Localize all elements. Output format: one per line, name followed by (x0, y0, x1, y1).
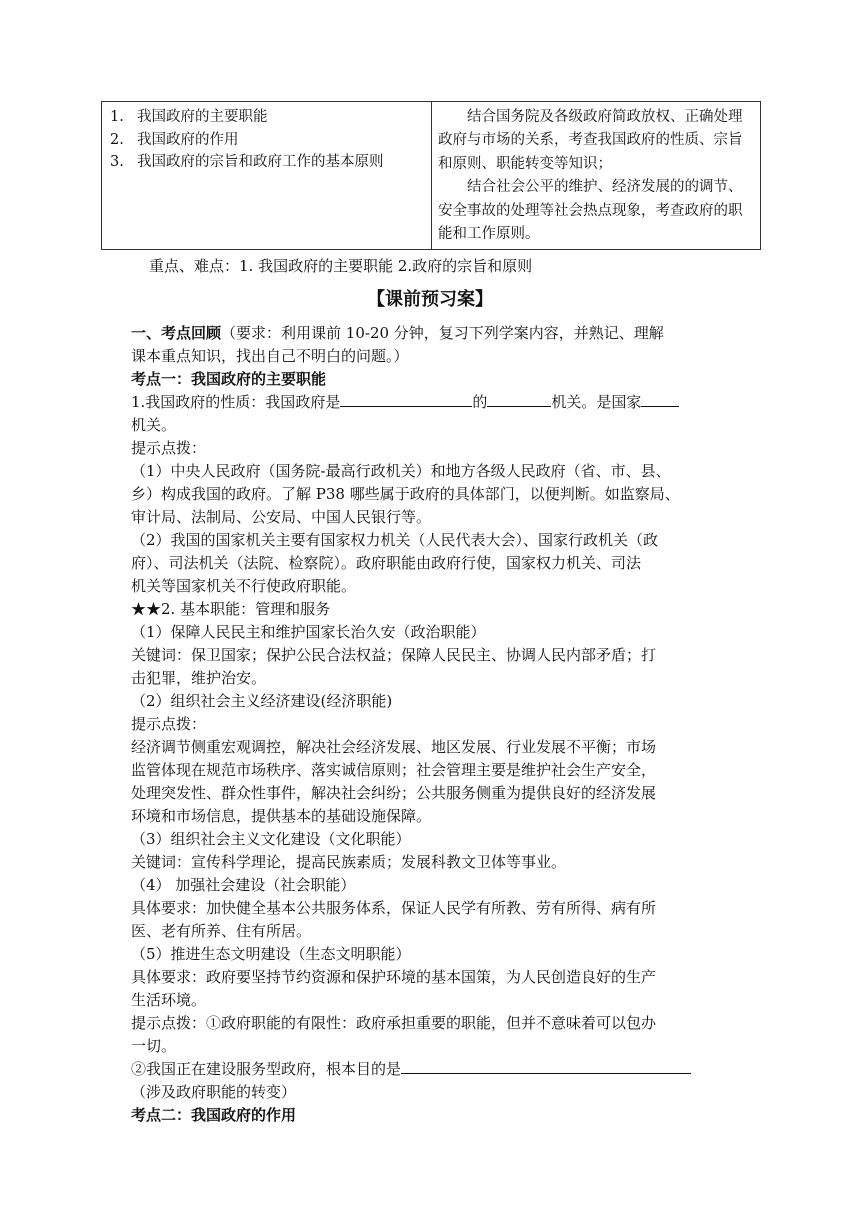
tip-limits: 提示点拨：①政府职能的有限性：政府承担重要的职能，但并不意味着可以包办 (131, 1014, 657, 1032)
function-3-keywords: 关键词：宣传科学理论，提高民族素质；发展科教文卫体等事业。 (131, 853, 567, 871)
focus-line: 重点、难点：1. 我国政府的主要职能 2.政府的宗旨和原则 (149, 257, 533, 275)
review-heading: 一、考点回顾 (131, 324, 222, 342)
tip2-line: 机关等国家机关不行使政府职能。 (131, 577, 357, 595)
review-requirement: （要求：利用课前 10-20 分钟，复习下列学案内容，并熟记、理解 (221, 324, 664, 342)
objective-item (110, 106, 425, 129)
tip-label: 提示点拨： (131, 439, 207, 457)
function-2-text: 经济调节侧重宏观调控，解决社会经济发展、地区发展、行业发展不平衡；市场 (131, 738, 657, 756)
function-5-text: 生活环境。 (131, 991, 207, 1009)
tip1-line: 审计局、法制局、公安局、中国人民银行等。 (131, 508, 432, 526)
objective-text: 我国政府的宗旨和政府工作的基本原则 (137, 154, 384, 170)
function-3: （3）组织社会主义文化建设（文化职能） (131, 830, 411, 848)
nature-line (131, 391, 679, 412)
objective-item (110, 129, 425, 152)
analysis-paragraph: 结合国务院及各级政府简政放权、正确处理政府与市场的关系，考查我国政府的性质、宗旨和原则、职能转变等知识； (438, 109, 743, 172)
tip2-line: 府）、司法机关（法院、检察院）。政府职能由政府行使，国家权力机关、司法 (131, 554, 642, 572)
service-government-line (131, 1058, 691, 1079)
review-line-2: 课本重点知识，找出自己不明白的问题。） (131, 347, 409, 365)
function-5: （5）推进生态文明建设（生态文明职能） (131, 945, 411, 963)
tip2-line: （2）我国的国家机关主要有国家权力机关（人民代表大会）、国家行政机关（政 (131, 531, 659, 549)
objective-number: 1. (110, 109, 124, 125)
function-4-text: 医、老有所养、住有所居。 (131, 922, 312, 940)
function-2-text: 环境和市场信息，提供基本的基础设施保障。 (131, 807, 432, 825)
exam-analysis-cell (432, 102, 760, 249)
objective-text: 我国政府的作用 (137, 131, 239, 148)
objective-item (110, 151, 425, 174)
objectives-table (101, 101, 761, 250)
fill-blank[interactable] (340, 391, 472, 407)
point2-heading: 考点二：我国政府的作用 (131, 1106, 297, 1124)
nature-line-2: 机关。 (131, 416, 177, 434)
nature-text: 1.我国政府的性质：我国政府是 (131, 393, 341, 411)
function-4-text: 具体要求：加快健全基本公共服务体系，保证人民学有所教、劳有所得、病有所 (131, 899, 657, 917)
function-5-text: 具体要求：政府要坚持节约资源和保护环境的基本国策，为人民创造良好的生产 (131, 968, 657, 986)
tip1-line: （1）中央人民政府（国务院-最高行政机关）和地方各级人民政府（省、市、县、 (131, 462, 671, 480)
objective-number: 2. (110, 131, 124, 148)
nature-text: 的 (472, 393, 488, 411)
tip-limits: 一切。 (131, 1037, 177, 1055)
objective-number: 3. (110, 154, 124, 170)
function-1-keywords: 关键词：保卫国家；保护公民合法权益；保障人民民主、协调人民内部矛盾；打 (131, 646, 657, 664)
analysis-paragraph: 结合社会公平的维护、经济发展的的调节、安全事故的处理等社会热点现象，考查政府的职能和工作原则。 (438, 179, 743, 243)
tip1-line: 乡）构成我国的政府。了解 P38 哪些属于政府的具体部门，以便判断。如监察局、 (131, 485, 680, 503)
section-title: 【课前预习案】 (367, 289, 493, 310)
nature-text: 机关。是国家 (551, 393, 642, 411)
service-note: （涉及政府职能的转变） (131, 1083, 297, 1101)
function-1: （1）保障人民民主和维护国家长治久安（政治职能） (131, 623, 486, 641)
fill-blank[interactable] (487, 391, 551, 407)
objective-text: 我国政府的主要职能 (137, 109, 268, 125)
service-text: ②我国正在建设服务型政府，根本目的是 (131, 1060, 402, 1078)
fill-blank[interactable] (641, 391, 679, 407)
fill-blank[interactable] (401, 1058, 691, 1074)
function-2-tip: 提示点拨： (131, 715, 207, 733)
objectives-list-cell (102, 102, 432, 249)
function-2: （2）组织社会主义经济建设(经济职能) (131, 692, 393, 710)
point1-heading: 考点一：我国政府的主要职能 (131, 370, 327, 388)
basic-functions: ★★2. 基本职能：管理和服务 (131, 600, 331, 618)
review-line-1 (131, 322, 664, 343)
function-2-text: 处理突发性、群众性事件，解决社会纠纷；公共服务侧重为提供良好的经济发展 (131, 784, 657, 802)
function-2-text: 监管体现在规范市场秩序、落实诚信原则；社会管理主要是维护社会生产安全， (131, 761, 657, 779)
function-4: （4） 加强社会建设（社会职能） (131, 876, 356, 894)
function-1-keywords: 击犯罪，维护治安。 (131, 669, 267, 687)
